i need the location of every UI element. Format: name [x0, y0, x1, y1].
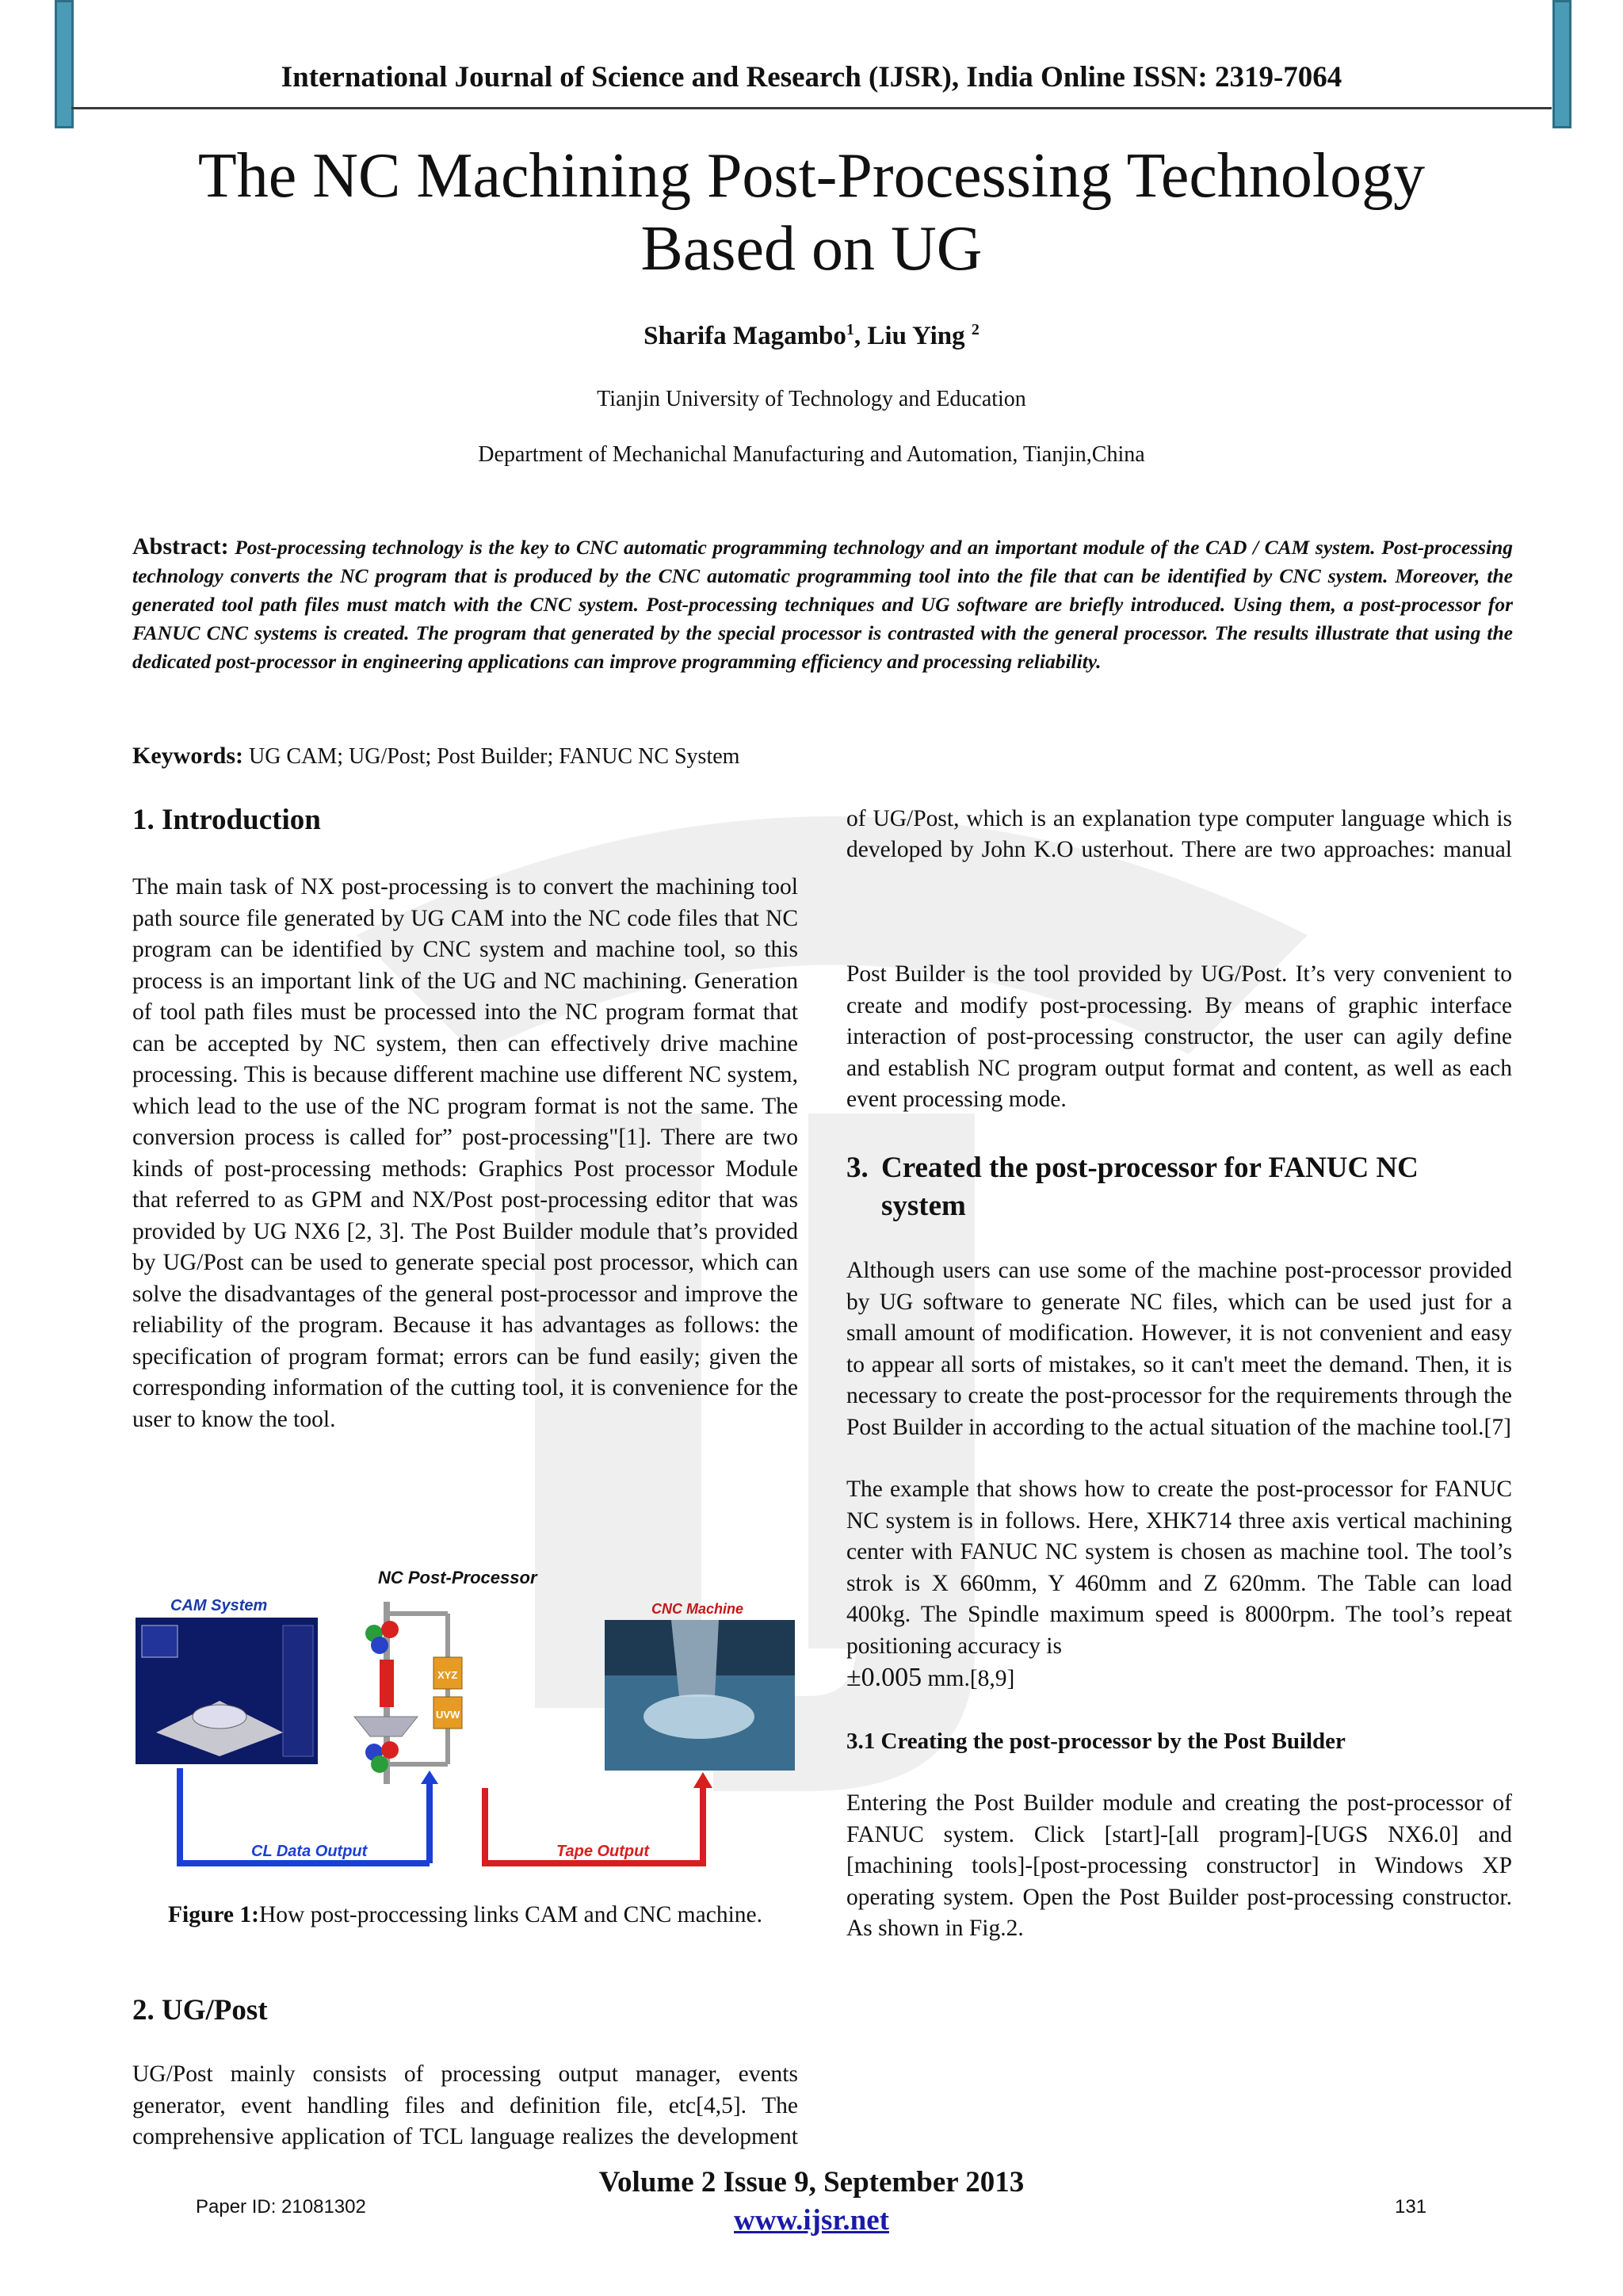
- accuracy-unit: mm.[8,9]: [922, 1666, 1015, 1691]
- section-2-heading: 2. UG/Post: [132, 1994, 268, 2027]
- keywords-text: UG CAM; UG/Post; Post Builder; FANUC NC System: [242, 744, 740, 769]
- section-2-continuation: [846, 803, 1512, 865]
- section-2-body-right: [846, 959, 1512, 1147]
- footer-paper-id: Paper ID: 21081302: [196, 2196, 366, 2218]
- figure-1-caption-label: Figure 1:: [168, 1902, 259, 1927]
- figure-1-cam-label: CAM System: [170, 1597, 268, 1614]
- cnc-machine-photo: [605, 1620, 795, 1771]
- section-2-paragraph-1-cont: of UG/Post, which is an explanation type computer language which is developed by John K.O usterhout. There are two approaches: manual: [846, 805, 1512, 862]
- title-line-1: The NC Machining Post-Processing Technology: [197, 141, 1426, 211]
- section-3-body: [846, 1255, 1512, 1976]
- author-1-sup: 1: [846, 321, 854, 338]
- section-2-body-left: [132, 2059, 798, 2153]
- section-1-body: [132, 872, 798, 1466]
- section-3-paragraph-2: [846, 1474, 1512, 1695]
- section-3-heading: [846, 1149, 1512, 1225]
- section-3-number: 3.: [846, 1152, 869, 1184]
- keywords: [132, 743, 739, 770]
- author-sep: ,: [854, 322, 868, 350]
- author-list: [0, 321, 1623, 351]
- section-3-heading-line-2: system: [881, 1190, 966, 1222]
- figure-1-cnc-label: CNC Machine: [651, 1601, 744, 1617]
- abstract-text: Post-processing technology is the key to CNC automatic programming technology and an important module of the CAD / CAM system. Post-processing technology converts the NC program that is produced by the CNC automatic programming tool into the file that can be identified by CNC system. Moreover, the generated tool path files must match with the CNC system. Post-processing techniques and UG software are briefly introduced. Using them, a post-processor for FANUC CNC systems is created. The program that generated by the special processor is contrasted with the general processor. The results illustrate that using the dedicated post-processor in engineering applications can improve programming efficiency and processing reliability.: [132, 536, 1513, 673]
- uvw-label: UVW: [436, 1709, 460, 1721]
- abstract-label: Abstract:: [132, 533, 229, 560]
- cam-screenshot: [136, 1618, 318, 1764]
- section-2-paragraph-1: UG/Post mainly consists of processing output manager, events generator, event handling files and definition file, etc[4,5]. The comprehensive application of TCL language realizes the development: [132, 2061, 798, 2149]
- section-2-paragraph-2: Post Builder is the tool provided by UG/Post. It’s very convenient to create and modify post-processing. By means of graphic interface interaction of post-processing constructor, the user can agily define and establish NC program output format and content, as well as each event processing mode.: [846, 961, 1512, 1112]
- affiliation-2: Department of Mechanichal Manufacturing and Automation, Tianjin,China: [478, 442, 1145, 467]
- title-line-2: Based on UG: [640, 214, 983, 284]
- paper-title: [127, 139, 1496, 285]
- author-2-sup: 2: [971, 321, 980, 338]
- xyz-label: XYZ: [437, 1669, 458, 1681]
- affiliation-1: Tianjin University of Technology and Education: [597, 387, 1026, 411]
- header-rule: [71, 107, 1552, 109]
- author-1: Sharifa Magambo: [643, 322, 846, 350]
- section-3-paragraph-3: Entering the Post Builder module and creating the post-processor of FANUC system. Click [start]-[all program]-[UGS NX6.0] and [machining tools]-[post-processing constructor] in Windows XP operating system. Open the Post Builder post-processing constructor. As shown in Fig.2.: [846, 1790, 1512, 1941]
- accuracy-value: ±0.005: [846, 1663, 922, 1692]
- footer-page-number: 131: [1395, 2196, 1427, 2218]
- footer-url-link[interactable]: www.ijsr.net: [734, 2204, 889, 2237]
- figure-1: [132, 1566, 798, 1883]
- figure-1-caption-text: How post-proccessing links CAM and CNC machine.: [258, 1902, 762, 1927]
- keywords-label: Keywords:: [132, 743, 243, 769]
- journal-header: International Journal of Science and Research (IJSR), India Online ISSN: 2319-7064: [281, 61, 1342, 94]
- post-processor-diagram: [354, 1602, 462, 1784]
- section-3-heading-line-1: Created the post-processor for FANUC NC: [881, 1152, 1419, 1184]
- footer-volume: Volume 2 Issue 9, September 2013: [598, 2166, 1025, 2199]
- cl-data-label: CL Data Output: [251, 1843, 368, 1860]
- author-2: Liu Ying: [867, 322, 972, 350]
- section-1-heading: 1. Introduction: [132, 804, 321, 836]
- section-3-paragraph-2-text: The example that shows how to create the post-processor for FANUC NC system is in follows. Here, XHK714 three axis vertical machining center with FANUC NC system is chosen as machine tool. The tool’s strok is X 660mm, Y 460mm and Z 620mm. The Table can load 400kg. The Spindle maximum speed is 8000rpm. The tool’s repeat positioning accuracy is: [846, 1477, 1512, 1659]
- section-1-paragraph: The main task of NX post-processing is to convert the machining tool path source file generated by UG CAM into the NC code files that NC program can be identified by CNC system and machine tool, so this process is an important link of the UG and NC machining. Generation of tool path files must be processed into the NC program format that can be accepted by NC system, then can effectively drive machine processing. This is because different machine use different NC system, which lead to the use of the NC program format is not the same. The conversion process is called for” post-processing"[1]. There are two kinds of post-processing methods: Graphics Post processor Module that referred to as GPM and NX/Post post-processing editor that was provided by UG NX6 [2, 3]. The Post Builder module that’s provided by UG/Post can be used to generate special post processor, which can solve the disadvantages of the general post-processor and improve the reliability of the program. Because it has advantages as follows: the specification of program format; errors can be fund easily; given the corresponding information of the cutting tool, it is convenience for the user to know the tool.: [132, 874, 798, 1432]
- figure-1-caption: [132, 1899, 798, 1931]
- figure-1-title: NC Post-Processor: [378, 1568, 537, 1587]
- tape-output-label: Tape Output: [556, 1843, 650, 1860]
- subsection-3-1-heading: 3.1 Creating the post-processor by the Post Builder: [846, 1728, 1346, 1754]
- abstract: [132, 533, 1513, 676]
- section-3-paragraph-1: Although users can use some of the machine post-processor provided by UG software to generate NC files, which can be used just for a small amount of modification. However, it is not convenient and easy to appear all sorts of mistakes, so it can't meet the demand. Then, it is necessary to create the post-processor for the requirements through the Post Builder in according to the actual situation of the machine tool.[7]: [846, 1258, 1512, 1440]
